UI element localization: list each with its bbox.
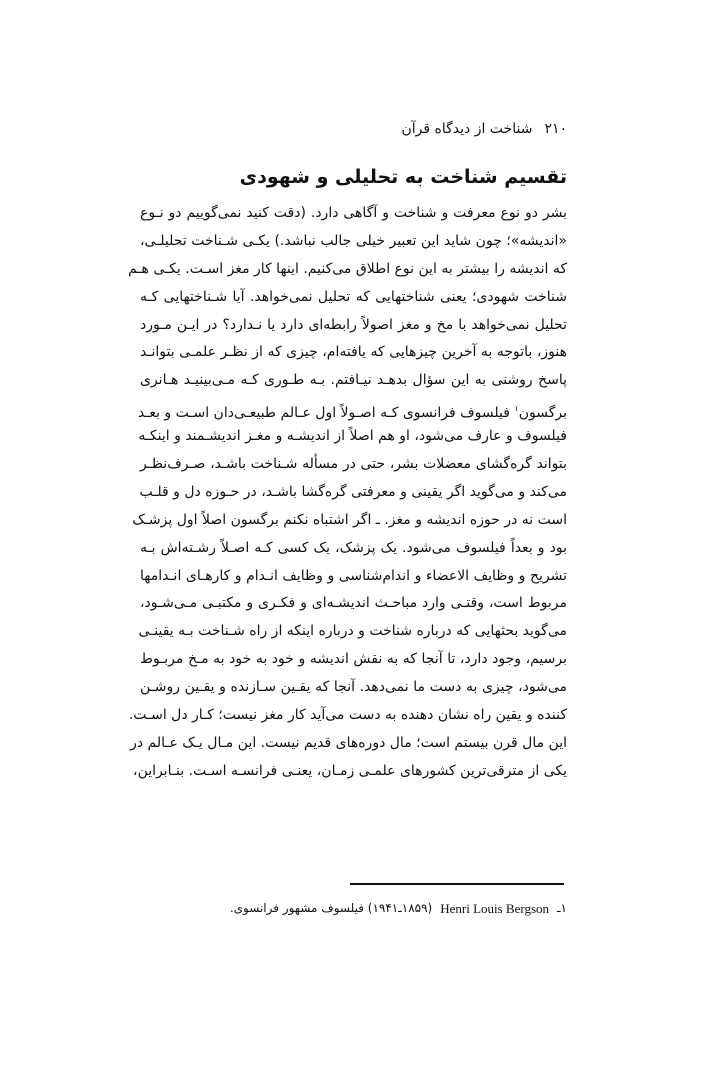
running-header (401, 121, 567, 137)
text-line: است نه در حوزه اندیشه و مغز. ـ اگر اشتباه نکنم برگسون اصلاً اول پزشـک (132, 511, 567, 528)
page-number: ۲۱۰ (544, 121, 567, 137)
running-title: شناخت از دیدگاه قرآن (401, 121, 533, 137)
text-line: شناخت شهودی؛ یعنی شناختهایی که تحلیل نمی‌خواهد. آیا شـناختهایی کـه (140, 288, 567, 305)
text-line: بتواند گره‌گشای معضلات بشر، حتی در مسأله شـناخت باشـد، صـرف‌نظـر (140, 456, 567, 473)
text-line: تحلیل نمی‌خواهد با مخ و مغز اصولاً رابطه‌ای دارد یا نـدارد؟ در ایـن مـورد (140, 316, 567, 333)
body-text (128, 200, 567, 786)
text-line: این مال قرن بیستم است؛ مال دوره‌های قدیم نیست. این مـال یـک عـالم در (130, 734, 567, 751)
footnote-number: ۱ـ (557, 901, 567, 915)
text-line: که اندیشه را بیشتر به این نوع اطلاق می‌کنیم. اینها کار مغز اسـت. یکـی هـم (128, 260, 567, 277)
text-line: فیلسوف و عارف می‌شود، او هم اصلاً از اندیشـه و مغـز اندیشـمند و اینکـه (138, 428, 567, 445)
text-line (137, 395, 567, 423)
bergson-word: برگسون (518, 405, 567, 422)
footnote-marker[interactable]: ۱ (514, 404, 519, 414)
text-line: تشریح و وظایف الاعضاء و اندام‌شناسی و وظایف انـدام و کارهـای انـدامها (140, 567, 567, 584)
footnote (230, 901, 567, 917)
text-line: بشر دو نوع معرفت و شناخت و آگاهی دارد. (دقت کنید نمی‌گوییم دو نـوع (140, 205, 567, 221)
text-line: هنوز، باتوجه به آخرین چیزهایی که یافته‌ام، چیزی که از نظـر علمـی بتوانـد (140, 344, 567, 361)
footnote-text: (۱۸۵۹ـ۱۹۴۱) فیلسوف مشهور فرانسوی. (229, 901, 433, 915)
section-heading: تقسیم شناخت به تحلیلی و شهودی (239, 166, 567, 188)
text-line: کننده و یقین راه نشان دهنده به دست می‌آید کار مغز نیست؛ کـار دل اسـت. (128, 707, 567, 724)
text-line: می‌شود، چیزی به دست ما نمی‌دهد. آنجا که یقـین سـازنده و یقـین روشـن (140, 679, 567, 696)
text-line: پاسخ روشنی به این سؤال بدهـد نیـافتم. بـه طـوری کـه مـی‌بینیـد هـانری (140, 372, 567, 389)
text-line-rest: فیلسوف فرانسوی کـه اصـولاً اول عـالم طبیعـی‌دان اسـت و بعـد (137, 405, 510, 422)
footnote-latin-name: Henri Louis Bergson (440, 901, 550, 916)
text-line: می‌گوید بحثهایی که درباره شناخت و درباره اینکه از راه شـناخت بـه یقینـی (138, 623, 567, 640)
footnote-separator (350, 883, 564, 885)
text-line: یکی از مترقی‌ترین کشورهای علمـی زمـان، یعنـی فرانسـه اسـت. بنـابراین، (133, 762, 567, 779)
text-line: می‌کند و می‌گوید اگر یقینی و معرفتی گره‌گشا باشـد، در حـوزه دل و قلـب (139, 483, 567, 500)
text-line: بود و بعداً فیلسوف می‌شود. یک پزشک، یک کسی کـه اصـلاً رشـته‌اش بـه (140, 539, 567, 556)
text-line: «اندیشه»؛ چون شاید این تعبیر خیلی جالب نباشد.) یکـی شـناخت تحلیلـی، (140, 232, 567, 249)
text-line: برسیم، وجود دارد، تا آنجا که به نقش اندیشه و خود به خود به مـخ مربـوط (140, 651, 567, 668)
text-line: مربوط است، وقتـی وارد مباحـث اندیشـه‌ای و فکـری و مکتبـی مـی‌شـود، (140, 595, 567, 612)
